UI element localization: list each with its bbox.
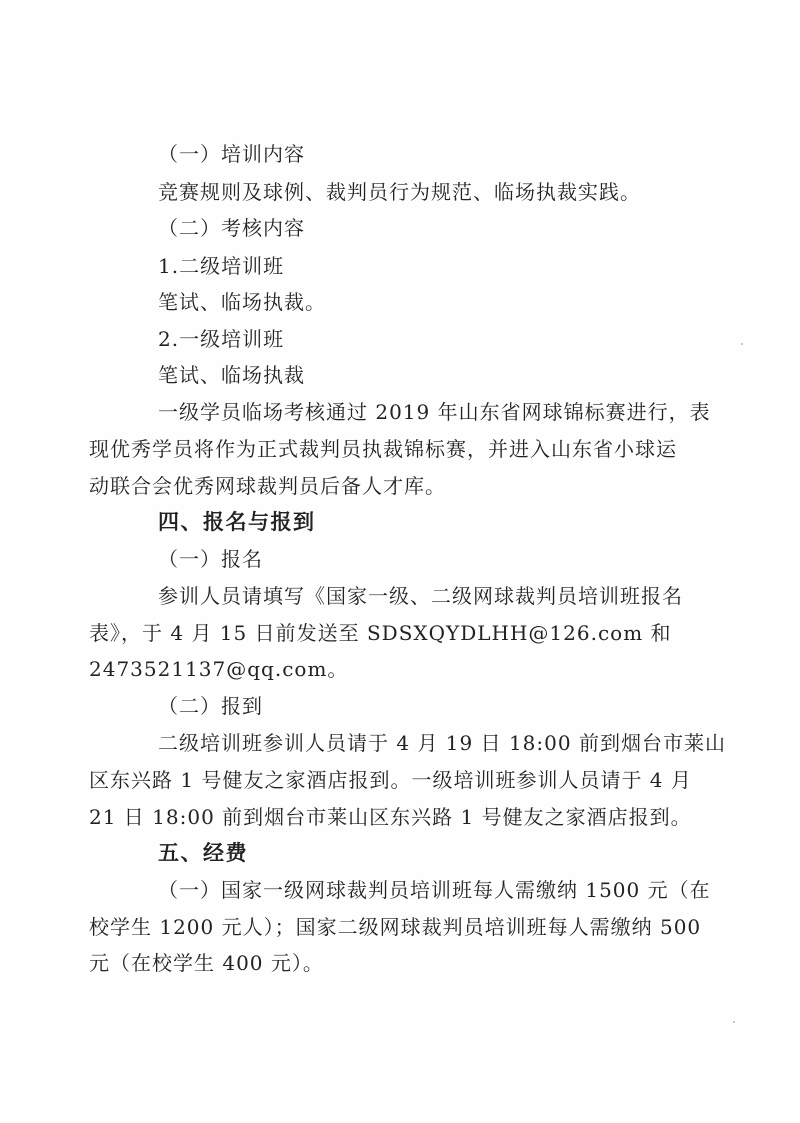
- signup-text-line-2: 表》，于 4 月 15 日前发送至 SDSXQYDLHH@126.com 和: [89, 621, 672, 645]
- fees-text-line-1: （一）国家一级网球裁判员培训班每人需缴纳 1500 元（在: [158, 878, 711, 902]
- checkin-text-line-3: 21 日 18:00 前到烟台市莱山区东兴路 1 号健友之家酒店报到。: [89, 805, 692, 829]
- training-content-text: 竞赛规则及球例、裁判员行为规范、临场执裁实践。: [158, 180, 641, 204]
- checkin-text-line-1: 二级培训班参训人员请于 4 月 19 日 18:00 前到烟台市莱山: [158, 731, 726, 755]
- section-heading-assessment-content: （二）考核内容: [158, 216, 305, 240]
- fees-text-line-3: 元（在校学生 400 元）。: [89, 951, 324, 975]
- section-heading-training-content: （一）培训内容: [158, 142, 305, 166]
- assessment-item-level1: 2.一级培训班: [158, 327, 285, 351]
- assessment-item-level2: 1.二级培训班: [158, 254, 285, 278]
- assessment-paragraph-line-1: 一级学员临场考核通过 2019 年山东省网球锦标赛进行，表: [158, 400, 711, 424]
- assessment-item-level2-text: 笔试、临场执裁。: [158, 290, 326, 314]
- section-heading-fees: 五、经费: [158, 841, 248, 865]
- section-heading-registration: 四、报名与报到: [158, 510, 316, 534]
- assessment-paragraph-line-3: 动联合会优秀网球裁判员后备人才库。: [89, 474, 446, 498]
- signup-text-line-3: 2473521137@qq.com。: [89, 657, 349, 681]
- signup-text-line-1: 参训人员请填写《国家一级、二级网球裁判员培训班报名: [158, 584, 683, 608]
- checkin-text-line-2: 区东兴路 1 号健友之家酒店报到。一级培训班参训人员请于 4 月: [89, 768, 692, 792]
- assessment-item-level1-text: 笔试、临场执裁: [158, 363, 305, 387]
- subsection-heading-checkin: （二）报到: [158, 694, 263, 718]
- fees-text-line-2: 校学生 1200 元人）；国家二级网球裁判员培训班每人需缴纳 500: [89, 915, 702, 939]
- scan-speck: [741, 343, 743, 345]
- assessment-paragraph-line-2: 现优秀学员将作为正式裁判员执裁锦标赛，并进入山东省小球运: [89, 437, 677, 461]
- scan-speck: [733, 1021, 735, 1023]
- subsection-heading-signup: （一）报名: [158, 547, 263, 571]
